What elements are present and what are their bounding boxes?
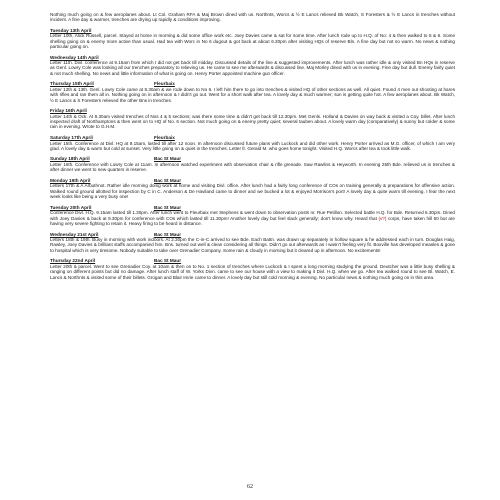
entry-text: Letter 15th. Conference at Divl. HQ at 9.15am, lasted till after 12 noon. In afternoon discussed future plans with Luckock and did other work. Henry Porter arrived as M.G. officer, of which I am very glad. A lovely day & warm but cold at sunset. Very little going on & quiet in the trenches. Letter fr. Gerald M. who goes home tonight. Visited H.Q. Worcs after tea & took little walk. [50, 140, 455, 151]
entry-place: Bac St Maur [154, 258, 182, 264]
entry-date: Thursday 15th April [50, 81, 94, 87]
entry-date: Tuesday 13th April [50, 27, 92, 33]
entry-text [50, 210, 455, 226]
entry-date: Wednesday 21st April [50, 231, 99, 237]
entry-date: Friday 16th April [50, 108, 87, 114]
entry-place: Bac St Maur [154, 204, 182, 210]
entry-place: Fleurbaix [154, 134, 175, 140]
entry-text: Letter 10th, Alick Russell, parcel. Stayed at home in morning & did some office work etc. Joey Davies came & sat for some time. After lunch rode up to H.Q. of No: 4 & then walked to 5 & 6. Some shelling going on & enemy more active than usual. Had tea with Worc in No 6 dugout & got back at about 6.30pm after visiting HQs of reserve Bln. A fine day but not so warm. No news & nothing particular going on. [50, 33, 455, 49]
diary-page [50, 12, 455, 498]
entry-text: Letter 16th. Conference with Lowry Cole at 11am. In afternoon watched experiment with observation chair & rifle grenade. Saw Rawlins & Heyworth. In evening 25th Bde. relieved us in trenches & after dinner we went to new quarters in reserve. [50, 162, 455, 173]
entry-place: Bac St Maur [154, 177, 182, 183]
diary-entry [50, 81, 455, 103]
entry-date: Sunday 18th April [50, 156, 90, 162]
entry-place: Bac St Maur [154, 156, 182, 162]
entry-text-before-flag: Conference Divl. H.Q. 9.15am lasted till 1.30pm. After lunch went to Fleurbaix met Stephens & went down to observation posts nr. Rue Petillon. Selected battle H.Q. for Bde. Returned 6.30pm. Dined with Joey Davies & back at 9.30pm for conference with COs which lasted till 11.30pm! Another lovely day but feel slack generally; don't know why. Heard that [50, 210, 455, 221]
entry-text-after-flag: corps, have taken hill 60 but are having very severe fighting to retain it. Heavy firing to be heard in distance. [50, 215, 455, 226]
diary-entry [50, 232, 455, 254]
uncertain-reading-flag: (v?) [378, 215, 387, 221]
entry-text: Letters 18th & 19th. Busy in morning with work indoors. At 2.30pm the C-in-C arrived to see Bde. Each Battn. was drawn up separately in hollow square & he addressed each in turn. Douglas Haig, Rawley, Joey Davies & brilliant staffs accompanied him. Bns. turned out well & clean considering all things. Didn't go out afterwards as I wasn't feeling very fit. Boxville has developed measles & gone to hospital which is very tiresome. Nobody suitable to take over Grenadier Company. Some rain & cloudy in morning but it cleared up in afternoon. No excitements! [50, 237, 455, 253]
entry-date: Monday 19th April [50, 177, 91, 183]
entry-place: Fleurbaix [154, 81, 175, 87]
diary-entry [50, 28, 455, 50]
diary-entry [50, 108, 455, 130]
diary-entry [50, 205, 455, 227]
entry-text: Letters 17th & A Arbuthnot. Rather idle morning doing work at home and visiting Divl. office. After lunch had a fairly long conference of COs on training generally & preparations for offensive action. Walked round ground allotted for inspection by C in C. Anderson & De Haviland came to dinner and we bucked a lot & enjoyed Morrison's port! A lovely day & quite warm till evening. I fear the next week looks like being a very busy one! [50, 183, 455, 200]
entry-date: Saturday 17th April [50, 134, 93, 140]
entry-date: Wednesday 14th April [50, 54, 99, 60]
entry-date: Tuesday 20th April [50, 204, 92, 210]
diary-entry [50, 258, 455, 280]
diary-entry [50, 55, 455, 77]
entry-text: Letter 20th & parcel. Went to see Grenadier Coy. at 10am & then on to No. 1 section of trenches where Luckock & I spent a long morning studying the ground. Deutcher was a little busy shelling & ranging on different points but did no damage. After lunch staff of W. Yorks Divn. came to see our house with a view to making it Divl. H.Q. when we go. After tea walked round to see Bl. Watch, E. Lancs & Northnts & visited some of their billets. Grogan and Blair Imrie came to dinner. A lovely day but still cold morning & evening. No particular news & nothing much going on in this area. [50, 263, 455, 280]
diary-entry [50, 178, 455, 200]
diary-entry [50, 156, 455, 172]
entry-text: Letter 11th. Divl. conference at 9.15am from which I did not get back till midday. Discussed details of the line & suggested improvements. After lunch was rather idle & only visited Bn HQs in reserve as Genl. Lowry Cole was looking all our trenches preparatory to relieving us. He came to see me afterwards & discussed line. Maj Morley dined with us in evening. Fine day but dull. Enemy fairly quiet & not much shelling. No news and little information of what is going on. Henry Porter appointed machine gun officer. [50, 60, 455, 76]
entry-date: Thursday 22nd April [50, 258, 96, 264]
entry-place: Bac St Maur [154, 231, 182, 237]
entry-text: Letter 14th & Ock. At 8.30am visited trenches of Nos 4 & 5 sections; was there some time & didn't get back till 12.30pm. Met Genls. Holland & Davies on way back & visited a Coy. billet. After lunch inspected draft of Northamptons & then went on to HQ of No. 6 section. Not much going on & enemy pretty quiet; several tauben about. A lovely warm day (comparatively) & sunny but colder & some rain in evening. Wrote to G.H.M. [50, 113, 455, 130]
page-number: 62 [247, 484, 253, 490]
entry-text: Letter 12th & 13th. Genl. Lowry Cole came at 8.30am & we rode down to No 6. I left him there to go into trenches & visited HQ of other sections as well. All quiet. Found 4 men out shooting at hares with rifles and ran them all in. Nothing going on in afternoon & I didn't go out. Went for a short walk after tea. A lovely day & much warmer; sun is getting quite hot. A few aeroplanes about. Bk Watch, ½ E Lancs & S Foresters relieved the other Bns in trenches. [50, 86, 455, 103]
intro-paragraph: Nothing much going on & few aeroplanes about. Lt Col. Graham RFA & Maj Brown dined with us. Northnts, Worcs & ½ E Lancs relieved Bk Watch, S Foresters & ½ E Lancs in trenches without incident. A fine day & warmer, trenches are drying up rapidly & conditions improving. [50, 12, 455, 23]
diary-entry [50, 135, 455, 151]
